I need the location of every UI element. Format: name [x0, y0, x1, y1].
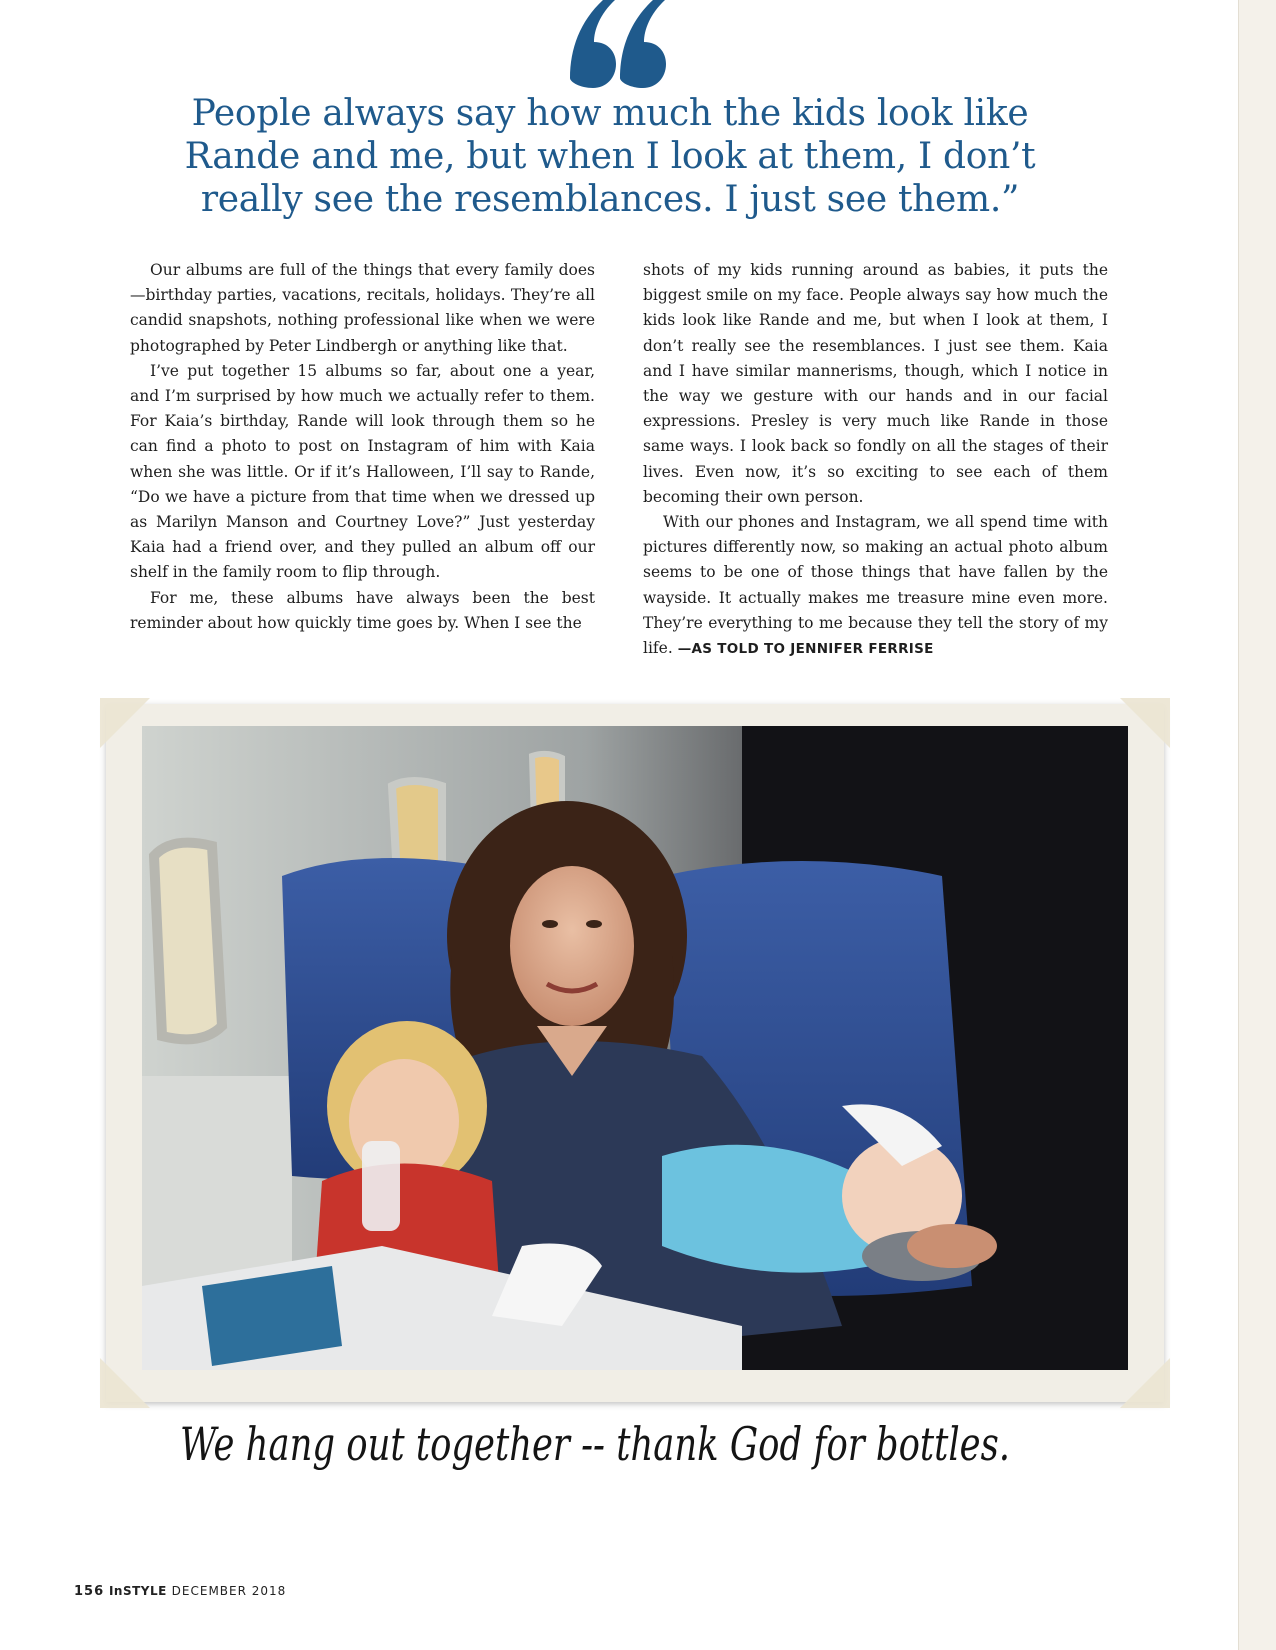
paragraph: Our albums are full of the things that every family does—birthday parties, vacations, recitals, holidays. They’re all candid snapshots, nothing professional like when we were photographed by Peter Lindbergh or anything like that.: [130, 261, 595, 355]
paragraph: [643, 510, 1108, 662]
pull-quote: People always say how much the kids look like Rande and me, but when I look at them, I don’t really see the resemblances. I just see them.”: [184, 93, 1036, 220]
page-edge: [1238, 0, 1276, 1650]
paragraph: For me, these albums have always been the best reminder about how quickly time goes by. When I see the: [130, 588, 595, 632]
paragraph: I’ve put together 15 albums so far, about one a year, and I’m surprised by how much we actually refer to them. For Kaia’s birthday, Rande will look through them so he can find a photo to post on Instagram of him with Kaia when she was little. Or if it’s Halloween, I’ll say to Rande, “Do we have a picture from that time when we dressed up as Marilyn Manson and Courtney Love?” Just yesterday Kaia had a friend over, and they pulled an album off our shelf in the family room to flip through.: [130, 361, 595, 582]
page-folio: [74, 1584, 286, 1599]
issue-date: DECEMBER 2018: [171, 1584, 287, 1598]
paragraph-text: With our phones and Instagram, we all spend time with pictures differently now, so making an actual photo album seems to be one of those things that have fallen by the wayside. It actually makes me treasure mine even more. They’re everything to me because they tell the story of my life.: [643, 513, 1108, 658]
paragraph: shots of my kids running around as babies, it puts the biggest smile on my face. People always say how much the kids look like Rande and me, but when I look at them, I don’t really see the resemblances. I just see them. Kaia and I have similar mannerisms, though, which I notice in the way we gesture with our hands and in our facial expressions. Presley is very much like Rande in those same ways. I look back so fondly on all the stages of their lives. Even now, it’s so exciting to see each of them becoming their own person.: [643, 261, 1108, 506]
handwritten-caption-text: We hang out together -- thank God for bottles.: [180, 1417, 1010, 1471]
photo-print-frame: [106, 704, 1164, 1402]
article-column-left: [130, 258, 595, 636]
magazine-brand: InSTYLE: [108, 1584, 167, 1598]
quotation-mark-icon: [560, 0, 670, 106]
byline: —AS TOLD TO JENNIFER FERRISE: [677, 641, 934, 658]
family-photo: [142, 726, 1128, 1370]
page-number: 156: [74, 1584, 105, 1599]
airplane-cabin-photo-illustration: [142, 726, 1128, 1370]
handwritten-caption: [180, 1417, 1080, 1550]
article-column-right: [643, 258, 1108, 662]
